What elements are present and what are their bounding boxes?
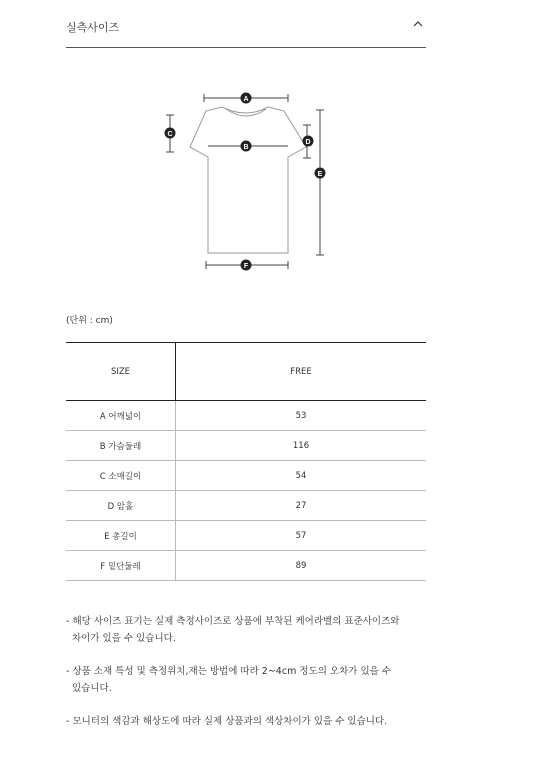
notes-section xyxy=(66,613,426,746)
note-line: 차이가 있을 수 있습니다. xyxy=(72,633,176,644)
tshirt-measurement-diagram xyxy=(160,85,340,275)
section-title: 실측사이즈 xyxy=(66,21,120,34)
note-line: - 모니터의 색감과 해상도에 따라 실제 상품과의 색상차이가 있을 수 있습니다. xyxy=(66,716,388,727)
row-value: 57 xyxy=(176,521,427,551)
table-row xyxy=(66,521,426,551)
row-value: 54 xyxy=(176,461,427,491)
label-f: F xyxy=(243,263,249,270)
table-row xyxy=(66,551,426,581)
row-value: 89 xyxy=(176,551,427,581)
table-row xyxy=(66,461,426,491)
row-name: C 소매길이 xyxy=(66,461,176,491)
note-item xyxy=(66,613,426,647)
note-line: - 상품 소재 특성 및 측정위치,재는 방법에 따라 2~4cm 정도의 오차가 있을 수 xyxy=(66,666,391,677)
note-line: 있습니다. xyxy=(72,683,112,694)
row-name: A 어깨넓이 xyxy=(66,401,176,431)
note-item xyxy=(66,663,426,697)
header-size: SIZE xyxy=(66,343,176,401)
table-row xyxy=(66,491,426,521)
row-name: F 밑단둘레 xyxy=(66,551,176,581)
header-free: FREE xyxy=(176,343,427,401)
row-value: 27 xyxy=(176,491,427,521)
label-a: A xyxy=(243,96,249,103)
size-table xyxy=(66,342,426,581)
chevron-up-icon[interactable] xyxy=(412,18,424,30)
row-value: 116 xyxy=(176,431,427,461)
note-line: - 해당 사이즈 표기는 실제 측정사이즈로 상품에 부착된 케어라벨의 표준사이즈와 xyxy=(66,616,400,627)
table-row xyxy=(66,431,426,461)
row-name: E 총길이 xyxy=(66,521,176,551)
unit-label: (단위 : cm) xyxy=(66,316,113,326)
row-name: D 암홀 xyxy=(66,491,176,521)
label-b: B xyxy=(243,144,249,151)
row-name: B 가슴둘레 xyxy=(66,431,176,461)
size-section-header[interactable] xyxy=(66,0,426,48)
tshirt-outline xyxy=(190,107,306,253)
table-row xyxy=(66,401,426,431)
label-c: C xyxy=(167,131,173,138)
label-e: E xyxy=(317,171,323,178)
row-value: 53 xyxy=(176,401,427,431)
label-d: D xyxy=(305,139,311,146)
note-item xyxy=(66,713,426,730)
